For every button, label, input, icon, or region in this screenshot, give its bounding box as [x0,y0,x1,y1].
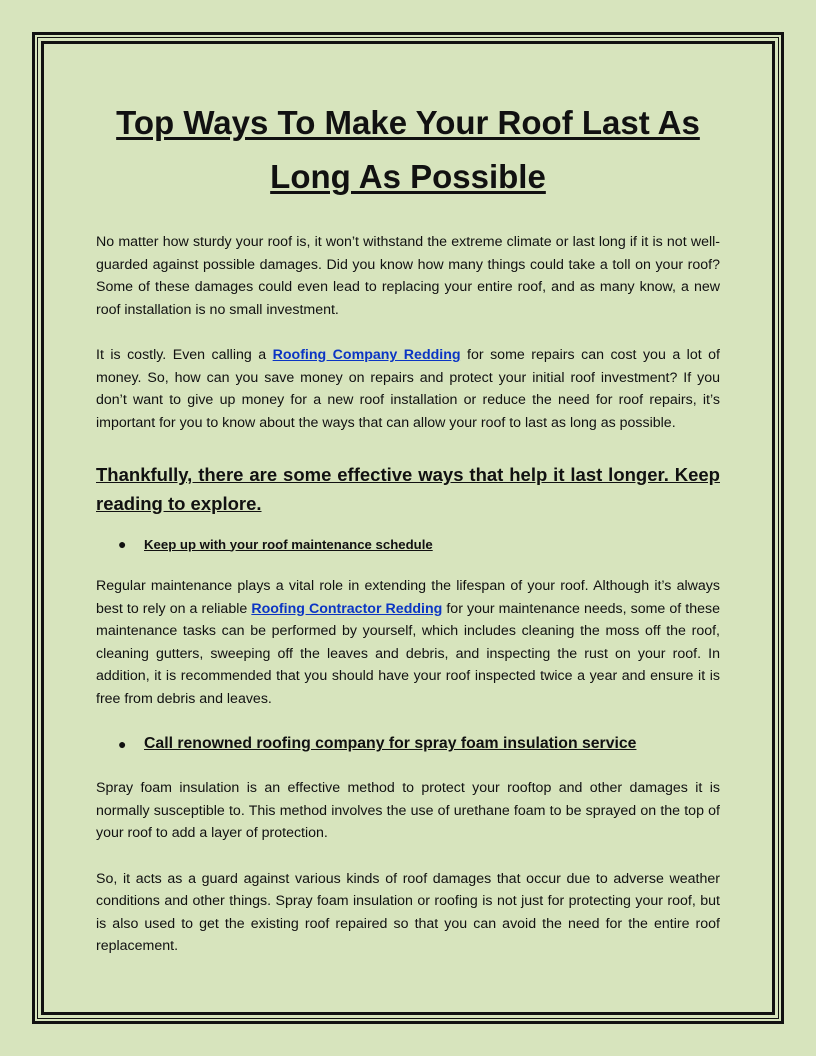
bullet-maintenance [118,536,720,552]
document-title: Top Ways To Make Your Roof Last As Long As Possible [116,104,700,195]
guard-paragraph: So, it acts as a guard against various kinds of roof damages that occur due to adverse weather conditions and other things. Spray foam insulation or roofing is not just for protecting your roof, but is also used to get the existing roof repaired so that you can avoid the need for the entire roof replacement. [96,870,720,954]
document-body [96,96,720,958]
bullet-dot-icon: ● [118,536,127,552]
bullet-dot-icon: ● [118,736,127,752]
cost-paragraph-text-after: for some repairs can cost you a lot of money. So, how can you save money on repairs and protect your initial roof investment? If you don’t want to give up money for a new roof installation or reduce the need for roof repairs, it’s important for you to know about the ways that can allow your roof to last as long as possible. [96,347,720,431]
cost-paragraph-text-before: It is costly. Even calling a [96,347,273,363]
maintenance-paragraph-text-after: for your maintenance needs, some of these maintenance tasks can be performed by yourself, which includes cleaning the moss off the roof, cleaning gutters, sweeping off the leaves and debris, and inspecting the rust on your roof. In addition, it is recommended that you should have your roof inspected twice a year and ensure it is free from debris and leaves. [96,600,720,707]
maintenance-paragraph [96,575,720,710]
bullet-spray-foam [118,735,720,753]
intro-paragraph: No matter how sturdy your roof is, it won’t withstand the extreme climate or last long if it is not well-guarded against possible damages. Did you know how many things could take a toll on your roof? Some of these damages could even lead to replacing your entire roof, and as many know, a new roof installation is no small investment. [96,234,720,318]
maintenance-paragraph-text-before: Regular maintenance plays a vital role in extending the lifespan of your roof. Although it’s always best to rely on a reliable [96,578,720,617]
bullet-maintenance-label: Keep up with your roof maintenance schedule [144,536,433,552]
section-heading: Thankfully, there are some effective ways that help it last longer. Keep reading to explore. [96,464,720,514]
bullet-spray-foam-label: Call renowned roofing company for spray foam insulation service [144,735,637,752]
roofing-contractor-redding-link[interactable]: Roofing Contractor Redding [251,600,443,617]
spray-foam-paragraph: Spray foam insulation is an effective method to protect your rooftop and other damages it is normally susceptible to. This method involves the use of urethane foam to be sprayed on the top of your roof to add a layer of protection. [96,780,720,841]
cost-paragraph [96,344,720,434]
roofing-company-redding-link[interactable]: Roofing Company Redding [272,347,461,363]
